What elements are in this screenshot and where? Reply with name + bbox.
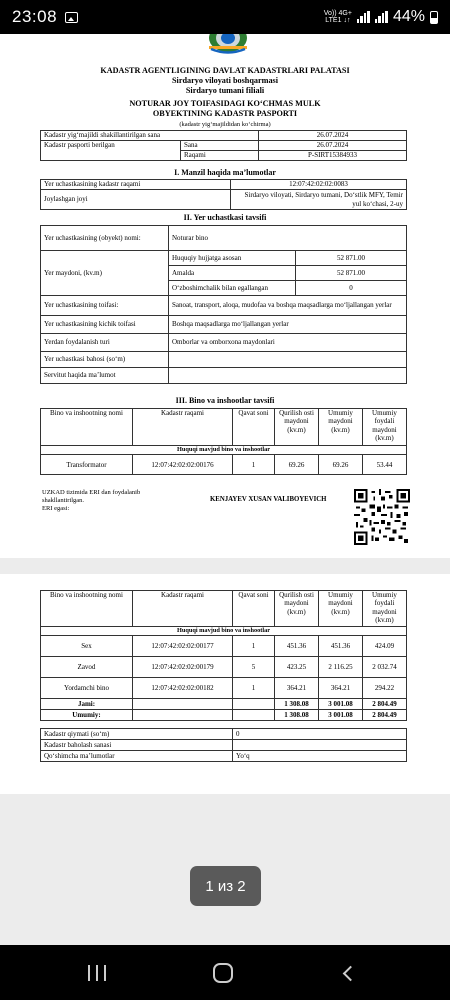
header-title-1: NOTURAR JOY TOIFASIDAGI KO‘CHMAS MULK <box>129 99 321 108</box>
state-emblem-icon <box>205 34 251 54</box>
col-floors-header: Qavat soni <box>233 409 275 446</box>
land-use-value: Omborlar va omborxona maydonlari <box>169 334 407 352</box>
cadastre-value-label: Kadastr qiymati (so‘m) <box>41 729 233 740</box>
passport-date-label: Sana <box>181 141 259 151</box>
additional-info-value: Yo‘q <box>233 751 407 762</box>
cadastre-value-table <box>40 728 407 762</box>
building-cadastre: 12:07:42:02:02:00176 <box>133 455 233 475</box>
land-category-value: Sanoat, transport, aloqa, mudofaa va boshqa maqsadlarga mo‘ljallangan yerlar <box>169 296 407 316</box>
navigation-bar <box>0 945 450 1000</box>
land-subcategory-value: Boshqa maqsadlarga mo‘ljallangan yerlar <box>169 316 407 334</box>
building-total: 2 116.25 <box>319 657 363 678</box>
buildings-table-continued <box>40 590 407 721</box>
building-floors: 1 <box>233 455 275 475</box>
section-3-title: III. Bino va inshootlar tavsifi <box>175 396 275 405</box>
building-useful: 294.22 <box>363 678 407 699</box>
building-name: Zavod <box>41 657 133 678</box>
section-2-title: II. Yer uchastkasi tavsifi <box>183 213 267 222</box>
signal-icon <box>357 11 370 23</box>
additional-info-label: Qo‘shimcha ma’lumotlar <box>41 751 233 762</box>
land-area-label: Yer maydoni, (kv.m) <box>41 251 169 296</box>
status-right <box>324 8 438 26</box>
col-footprint-header: Qurilish osti maydoni (kv.m) <box>275 409 319 446</box>
building-footprint: 364.21 <box>275 678 319 699</box>
header-branch: Sirdaryo tumani filiali <box>185 86 265 95</box>
location-value: Sirdaryo viloyati, Sirdaryo tumani, Do‘stlik MFY, Temir yul ko‘chasi, 2-uy <box>231 190 407 210</box>
total-row <box>41 699 407 710</box>
passport-number-value: P-SIRT15384933 <box>259 151 407 161</box>
object-name-value: Noturar bino <box>169 226 407 251</box>
back-icon[interactable] <box>343 966 359 982</box>
col-floors-header: Qavat soni <box>233 591 275 627</box>
building-floors: 1 <box>233 678 275 699</box>
building-total: 69.26 <box>319 455 363 475</box>
building-footprint: 451.36 <box>275 636 319 657</box>
building-cadastre: 12:07:42:02:02:00182 <box>133 678 233 699</box>
document-page-1[interactable] <box>0 34 450 558</box>
building-footprint: 69.26 <box>275 455 319 475</box>
valuation-date-label: Kadastr baholash sanasi <box>41 740 233 751</box>
building-total: 451.36 <box>319 636 363 657</box>
page-indicator: 1 из 2 <box>190 866 261 906</box>
building-cadastre: 12:07:42:02:02:00177 <box>133 636 233 657</box>
grand-total-row <box>41 710 407 721</box>
building-floors: 1 <box>233 636 275 657</box>
umumiy-total: 3 001.08 <box>319 710 363 721</box>
building-name: Sex <box>41 636 133 657</box>
area-legal-value: 52 871.00 <box>296 251 407 266</box>
passport-number-label: Raqami <box>181 151 259 161</box>
passport-issued-label: Kadastr pasporti berilgan <box>41 141 181 161</box>
header-agency: KADASTR AGENTLIGINING DAVLAT KADASTRLARI PALATASI <box>100 66 350 75</box>
col-useful-header: Umumiy foydali maydoni (kv.m) <box>363 591 407 627</box>
network-top-label: Vo)) 4G+ <box>323 10 352 17</box>
passport-info-table <box>40 130 407 161</box>
area-legal-label: Huquqiy hujjatga asosan <box>169 251 296 266</box>
col-cadastre-header: Kadastr raqami <box>133 591 233 627</box>
col-footprint-header: Qurilish osti maydoni (kv.m) <box>275 591 319 627</box>
umumiy-footprint: 1 308.08 <box>275 710 319 721</box>
address-table <box>40 179 407 210</box>
gallery-notification-icon <box>65 12 78 23</box>
umumiy-useful: 2 804.49 <box>363 710 407 721</box>
table-row <box>41 636 407 657</box>
building-floors: 5 <box>233 657 275 678</box>
battery-percent: 44% <box>392 8 425 25</box>
table-row <box>41 455 407 475</box>
object-name-label: Yer uchastkasining (obyekt) nomi: <box>41 226 169 251</box>
status-bar <box>0 0 450 34</box>
servitut-value <box>169 368 407 384</box>
building-name: Transformator <box>41 455 133 475</box>
section-1-title: I. Manzil haqida ma’lumotlar <box>174 168 276 177</box>
network-bottom-label: LTE1 ↓↑ <box>325 17 351 24</box>
jami-useful: 2 804.49 <box>363 699 407 710</box>
eri-owner-label: ERI egasi: <box>42 505 70 512</box>
building-useful: 53.44 <box>363 455 407 475</box>
table-row <box>41 657 407 678</box>
jami-total: 3 001.08 <box>319 699 363 710</box>
col-useful-header: Umumiy foydali maydoni (kv.m) <box>363 409 407 446</box>
status-time: 23:08 <box>12 7 58 26</box>
building-cadastre: 12:07:42:02:02:00179 <box>133 657 233 678</box>
header-region: Sirdaryo viloyati boshqarmasi <box>172 76 278 85</box>
building-total: 364.21 <box>319 678 363 699</box>
building-useful: 424.09 <box>363 636 407 657</box>
passport-date-value: 26.07.2024 <box>259 141 407 151</box>
building-name: Yordamchi bino <box>41 678 133 699</box>
document-page-2[interactable] <box>0 574 450 794</box>
jami-footprint: 1 308.08 <box>275 699 319 710</box>
buildings-subheader: Huquqi mavjud bino va inshootlar <box>41 627 407 636</box>
buildings-table <box>40 408 407 475</box>
servitut-label: Servitut haqida ma’lumot <box>41 368 169 384</box>
network-indicator <box>324 10 352 24</box>
land-use-label: Yerdan foydalanish turi <box>41 334 169 352</box>
signal-2-icon <box>375 11 388 23</box>
land-cadastre-value: 12:07:42:02:02:0083 <box>231 180 407 190</box>
jami-label: Jami: <box>41 699 133 710</box>
eri-note: UZKAD tizimida ERI dan foydalanib shakllantirilgan. <box>42 489 141 504</box>
land-price-label: Yer uchastkasi bahosi (so‘m) <box>41 352 169 368</box>
eri-owner-name: KENJAYEV XUSAN VALIBOYEVICH <box>210 496 327 503</box>
valuation-date-value <box>233 740 407 751</box>
building-footprint: 423.25 <box>275 657 319 678</box>
header-subtitle: (kadastr yig‘majildidan ko‘chirma) <box>179 121 271 128</box>
land-description-table <box>40 225 407 384</box>
qr-code-icon <box>354 489 410 545</box>
area-actual-value: 52 871.00 <box>296 266 407 281</box>
cadastre-value-value: 0 <box>233 729 407 740</box>
formation-date-value: 26.07.2024 <box>259 131 407 141</box>
area-actual-label: Amalda <box>169 266 296 281</box>
home-icon[interactable] <box>213 963 233 983</box>
col-name-header: Bino va inshootning nomi <box>41 591 133 627</box>
land-category-label: Yer uchastkasining toifasi: <box>41 296 169 316</box>
building-useful: 2 032.74 <box>363 657 407 678</box>
col-cadastre-header: Kadastr raqami <box>133 409 233 446</box>
recent-apps-icon[interactable] <box>88 965 106 981</box>
land-cadastre-label: Yer uchastkasining kadastr raqami <box>41 180 231 190</box>
buildings-subheader: Huquqi mavjud bino va inshootlar <box>41 446 407 455</box>
table-row <box>41 678 407 699</box>
formation-date-label: Kadastr yig‘majildi shakillantirilgan sana <box>41 131 259 141</box>
battery-icon <box>430 11 438 24</box>
land-subcategory-label: Yer uchastkasining kichik toifasi <box>41 316 169 334</box>
col-name-header: Bino va inshootning nomi <box>41 409 133 446</box>
header-title-2: OBYEKTINING KADASTR PASPORTI <box>152 109 298 118</box>
location-label: Joylashgan joyi <box>41 190 231 210</box>
col-total-header: Umumiy maydoni (kv.m) <box>319 591 363 627</box>
col-total-header: Umumiy maydoni (kv.m) <box>319 409 363 446</box>
umumiy-label: Umumiy: <box>41 710 133 721</box>
land-price-value <box>169 352 407 368</box>
area-seized-label: O‘zboshimchalik bilan egallangan <box>169 281 296 296</box>
area-seized-value: 0 <box>296 281 407 296</box>
